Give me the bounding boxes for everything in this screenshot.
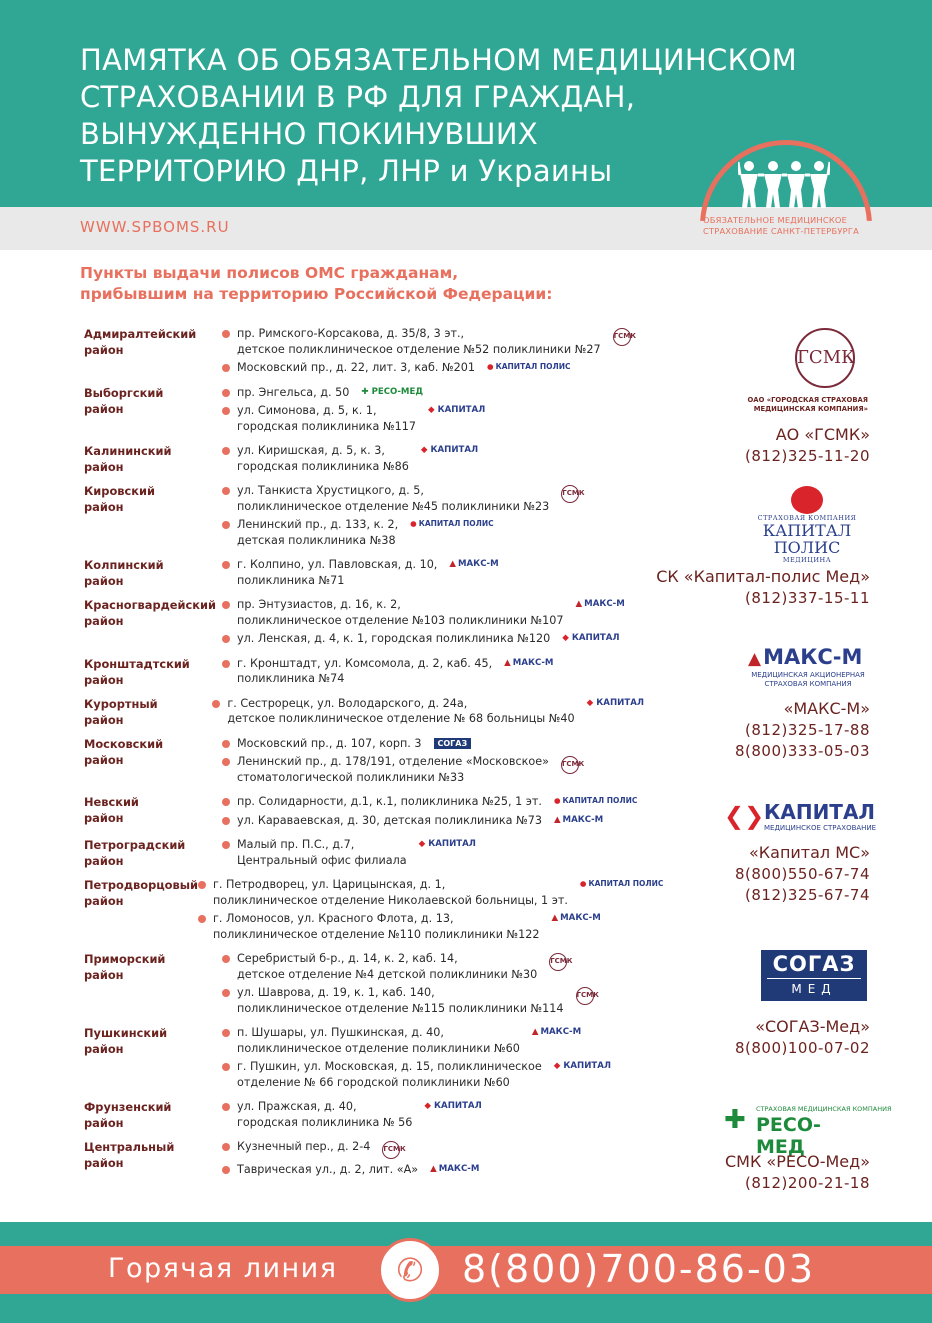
district-points	[222, 951, 644, 1019]
kapital-logo-word: КАПИТАЛ	[764, 800, 876, 824]
district-row	[84, 1025, 644, 1093]
maks-logo-subtitle: МЕДИЦИНСКАЯ АКЦИОНЕРНАЯ	[751, 671, 865, 679]
address-line: Ленинский пр., д. 178/191, отделение «Московское»	[237, 755, 549, 768]
district-name-line: район	[84, 1116, 124, 1130]
insurer-mini-logo: ◆ КАПИТАЛ	[587, 698, 644, 708]
address-line: Центральный офис филиала	[237, 853, 407, 867]
issue-point-address	[237, 736, 422, 752]
company-phone[interactable]: (812)200-21-18	[745, 1174, 870, 1192]
address-line: городская поликлиника №86	[237, 459, 409, 473]
district-points	[222, 557, 644, 591]
district-row	[84, 597, 644, 650]
district-points	[222, 483, 644, 551]
company-reso	[725, 1151, 870, 1194]
district-row	[84, 696, 644, 730]
bullet-dot-icon	[198, 881, 206, 889]
company-phone[interactable]: 8(800)333-05-03	[734, 742, 870, 760]
capital-polis-logo	[745, 486, 869, 564]
website-link[interactable]: WWW.SPBOMS.RU	[80, 218, 230, 236]
insurer-mini-logo: ▲ МАКС-М	[532, 1027, 581, 1037]
address-line: г. Петродворец, ул. Царицынская, д. 1,	[212, 878, 446, 891]
bullet-dot-icon	[222, 989, 230, 997]
bullet-dot-icon	[222, 635, 230, 643]
bullet-dot-icon	[222, 798, 230, 806]
bullet-dot-icon	[222, 1143, 230, 1151]
maks-logo-word: ▲ МАКС-М	[748, 645, 868, 671]
insurer-mini-logo: ◆ КАПИТАЛ	[424, 1101, 481, 1111]
issue-point	[222, 1162, 644, 1178]
district-name-line: район	[84, 968, 124, 982]
district-name-line: Невский	[84, 795, 139, 809]
issue-point	[222, 403, 644, 434]
insurer-mini-logo: ГСМК	[549, 953, 567, 971]
district-name-line: район	[84, 1156, 124, 1170]
issue-point-address	[237, 1059, 542, 1090]
district-name-line: Колпинский	[84, 558, 164, 572]
address-line: поликлиника №71	[237, 573, 345, 587]
address-line: поликлиническое отделение Николаевской больницы, 1 эт.	[212, 893, 568, 907]
insurer-mini-logo: ГСМК	[613, 328, 631, 346]
district-name	[84, 385, 222, 438]
address-line: детское отделение №4 детской поликлиники №30	[237, 967, 538, 981]
bullet-dot-icon	[222, 1063, 230, 1071]
people-logo-icon	[738, 160, 830, 208]
district-points	[222, 1099, 644, 1133]
gsmk-subtitle-line: ОАО «ГОРОДСКАЯ СТРАХОВАЯ	[747, 396, 868, 404]
district-name-line: Петроградский	[84, 838, 186, 852]
company-name: СМК «РЕСО-Мед»	[724, 1152, 870, 1171]
bullet-dot-icon	[198, 915, 206, 923]
hotline-label: Горячая линия	[108, 1253, 338, 1284]
bullet-dot-icon	[222, 758, 230, 766]
hotline-number[interactable]: 8(800)700-86-03	[462, 1247, 816, 1291]
district-row	[84, 736, 644, 789]
logo-caption-line: СТРАХОВАНИЕ САНКТ-ПЕТЕРБУРГА	[703, 226, 859, 236]
insurer-mini-logo: ◆ КАПИТАЛ	[554, 1061, 611, 1071]
bullet-dot-icon	[222, 561, 230, 569]
address-line: ул. Танкиста Хрустицкого, д. 5,	[237, 484, 424, 497]
section-title	[80, 263, 552, 305]
address-line: ул. Шаврова, д. 19, к. 1, каб. 140,	[237, 986, 435, 999]
insurer-mini-logo: ◆ КАПИТАЛ	[421, 445, 478, 455]
district-name-line: Кронштадтский	[84, 656, 190, 671]
bullet-dot-icon	[222, 841, 230, 849]
district-name-line: Курортный	[84, 696, 158, 711]
issue-point	[222, 443, 644, 474]
address-line: поликлиническое отделение №115 поликлиники №114	[237, 1001, 564, 1015]
district-name-line: Кировский	[84, 484, 155, 498]
insurer-mini-logo: СОГАЗ	[434, 738, 472, 749]
address-line: поликлиническое отделение №103 поликлиники №107	[237, 613, 564, 627]
district-row	[84, 326, 644, 379]
issue-point-address	[237, 985, 564, 1016]
issue-point-address	[237, 1025, 520, 1056]
address-line: городская поликлиника № 56	[237, 1115, 413, 1129]
issue-point	[222, 985, 644, 1016]
district-name-line: Адмиралтейский	[84, 327, 197, 341]
district-name-line: Приморский	[84, 952, 166, 966]
district-name-line: Петродворцовый	[84, 878, 198, 892]
bullet-dot-icon	[222, 407, 230, 415]
address-line: отделение № 66 городской поликлиники №60	[237, 1075, 510, 1089]
district-name-line: Центральный	[84, 1140, 175, 1154]
address-line: детское поликлиническое отделение № 68 больницы №40	[227, 712, 575, 725]
address-line: п. Шушары, ул. Пушкинская, д. 40,	[237, 1026, 444, 1039]
district-name-line: район	[84, 574, 124, 588]
insurer-mini-logo: ▲ МАКС-М	[504, 658, 553, 668]
issue-point-address	[237, 403, 416, 434]
hotline-band-bottom	[0, 1294, 932, 1323]
address-line: поликлиническое отделение поликлиники №60	[237, 1041, 520, 1055]
issue-point-address	[237, 360, 475, 376]
district-name-line: район	[84, 712, 124, 727]
title-line: ВЫНУЖДЕННО ПОКИНУВШИХ	[80, 117, 538, 151]
address-line: ул. Караваевская, д. 30, детская поликлиника №73	[237, 813, 542, 827]
district-name	[84, 696, 212, 730]
district-row	[84, 1139, 644, 1181]
district-points	[222, 736, 644, 789]
district-name-line: Московский	[84, 736, 164, 751]
insurer-mini-logo: ◆ КАПИТАЛ	[419, 839, 476, 849]
address-line: поликлиническое отделение №45 поликлиники №23	[237, 499, 550, 513]
insurer-mini-logo: ▲ МАКС-М	[554, 815, 603, 825]
district-name-line: Выборгский	[84, 385, 164, 400]
issue-point-address	[237, 326, 601, 357]
company-gsmk	[745, 424, 870, 467]
district-name-line: Калининский	[84, 444, 172, 458]
issue-point	[222, 1099, 644, 1130]
section-title-line: прибывшим на территорию Российской Федерации:	[80, 285, 553, 303]
address-line: г. Пушкин, ул. Московская, д. 15, поликлиническое	[237, 1060, 542, 1073]
hotline-band-top	[0, 1222, 932, 1246]
insurer-mini-logo: ▲ МАКС-М	[430, 1164, 479, 1174]
issue-point-address	[213, 877, 568, 908]
district-row	[84, 1099, 644, 1133]
title-line: ПАМЯТКА ОБ ОБЯЗАТЕЛЬНОМ МЕДИЦИНСКОМ	[80, 43, 797, 77]
district-row	[84, 483, 644, 551]
address-line: г. Ломоносов, ул. Красного Флота, д. 13,	[212, 912, 454, 925]
address-line: детская поликлиника №38	[237, 533, 396, 547]
district-name	[84, 1025, 222, 1093]
district-name-line: район	[84, 811, 124, 825]
company-name: СК «Капитал-полис Мед»	[656, 567, 870, 586]
address-line: пр. Солидарности, д.1, к.1, поликлиника №25, 1 эт.	[237, 795, 542, 808]
district-name-line: район	[84, 343, 124, 357]
district-name-line: район	[84, 401, 124, 416]
bullet-dot-icon	[222, 521, 230, 529]
reso-logo-word: РЕСО-МЕД	[756, 1114, 821, 1158]
district-name	[84, 483, 222, 551]
insurer-mini-logo: ▲ МАКС-М	[449, 559, 498, 569]
insurer-mini-logo: ● КАПИТАЛ ПОЛИС	[580, 879, 663, 888]
insurer-mini-logo: ◆ КАПИТАЛ	[428, 405, 485, 415]
reso-logo-subtitle: СТРАХОВАЯ МЕДИЦИНСКАЯ КОМПАНИЯ	[756, 1105, 892, 1113]
address-line: Таврическая ул., д. 2, лит. «А»	[237, 1163, 419, 1176]
issue-point-address	[237, 1162, 418, 1178]
district-name-line: район	[84, 672, 124, 687]
bullet-dot-icon	[222, 601, 230, 609]
districts-list	[84, 326, 664, 1187]
company-sogaz	[735, 1016, 870, 1059]
issue-point	[222, 597, 644, 628]
company-name: «СОГАЗ-Мед»	[755, 1017, 870, 1036]
insurer-mini-logo: ✚ РЕСО-МЕД	[361, 387, 423, 397]
issue-point	[222, 631, 644, 647]
district-points	[222, 656, 644, 690]
issue-point	[222, 837, 644, 868]
issue-point-address	[237, 517, 398, 548]
company-phone[interactable]: (812)325-67-74	[745, 886, 870, 904]
address-line: Московский пр., д. 22, лит. 3, каб. №201	[237, 361, 476, 374]
issue-point	[222, 951, 644, 982]
district-name-line: район	[84, 752, 124, 767]
issue-point-address	[237, 656, 492, 687]
district-points	[222, 597, 644, 650]
district-name	[84, 443, 222, 477]
district-points	[212, 696, 644, 730]
bullet-dot-icon	[222, 660, 230, 668]
issue-point-address	[237, 1099, 412, 1130]
district-row	[84, 877, 664, 945]
bullet-dot-icon	[222, 1166, 230, 1174]
issue-point	[222, 483, 644, 514]
sogaz-logo-subtitle: МЕД	[791, 982, 837, 996]
issue-point	[222, 813, 644, 829]
district-points	[222, 326, 644, 379]
company-maks	[735, 698, 870, 762]
section-title-line: Пункты выдачи полисов ОМС гражданам,	[80, 264, 459, 282]
issue-point-address	[237, 557, 437, 588]
sogaz-logo-word: СОГАЗ	[767, 950, 861, 979]
issue-point-address	[237, 443, 409, 474]
district-row	[84, 951, 644, 1019]
maks-logo-subtitle: СТРАХОВАЯ КОМПАНИЯ	[764, 680, 852, 688]
issue-point-address	[237, 951, 537, 982]
reso-cross-icon: ✚	[724, 1105, 746, 1135]
district-name-line: район	[84, 614, 124, 628]
insurer-mini-logo: ● КАПИТАЛ ПОЛИС	[410, 519, 493, 528]
insurer-mini-logo: ГСМК	[382, 1141, 400, 1159]
insurer-mini-logo: ГСМК	[561, 756, 579, 774]
sogaz-logo	[761, 950, 867, 1001]
issue-point-address	[237, 631, 550, 647]
phone-handset-icon: ✆	[378, 1238, 442, 1302]
address-line: пр. Энтузиастов, д. 16, к. 2,	[237, 598, 401, 611]
district-name-line: Пушкинский	[84, 1026, 168, 1040]
address-line: поликлиническое отделение №110 поликлиники №122	[212, 927, 540, 941]
district-points	[222, 385, 644, 438]
issue-point	[222, 1059, 644, 1090]
company-phone[interactable]: (812)337-15-11	[745, 589, 870, 607]
title-line: СТРАХОВАНИИ В РФ ДЛЯ ГРАЖДАН,	[80, 80, 636, 114]
issue-point	[198, 911, 663, 942]
district-name-line: район	[84, 500, 124, 514]
issue-point-address	[237, 794, 542, 810]
district-name-line: Фрунзенский	[84, 1100, 172, 1114]
issue-point-address	[237, 483, 549, 514]
district-row	[84, 557, 644, 591]
issue-point	[198, 877, 663, 908]
company-phone[interactable]: 8(800)100-07-02	[734, 1039, 870, 1057]
insurer-mini-logo: ● КАПИТАЛ ПОЛИС	[554, 796, 637, 805]
district-points	[222, 837, 644, 871]
district-points	[222, 794, 644, 831]
district-points	[222, 1139, 644, 1181]
issue-point	[222, 754, 644, 785]
district-name-line: Красногвардейский	[84, 598, 216, 612]
issue-point	[222, 385, 644, 401]
address-line: стоматологической поликлиники №33	[237, 770, 465, 784]
address-line: г. Сестрорецк, ул. Володарского, д. 24а,	[227, 696, 468, 710]
insurer-mini-logo: ГСМК	[561, 485, 579, 503]
address-line: ул. Ленская, д. 4, к. 1, городская поликлиника №120	[237, 632, 551, 645]
bullet-dot-icon	[222, 955, 230, 963]
address-line: поликлиника №74	[237, 672, 345, 685]
address-line: ул. Пражская, д. 40,	[237, 1100, 357, 1113]
address-line: ул. Симонова, д. 5, к. 1,	[237, 404, 377, 417]
company-name: «Капитал МС»	[748, 843, 870, 862]
district-name	[84, 1139, 222, 1181]
address-line: Малый пр. П.С., д.7,	[237, 838, 355, 851]
district-row	[84, 656, 644, 690]
issue-point-address	[237, 813, 542, 829]
address-line: городская поликлиника №117	[237, 419, 416, 433]
gsmk-logo-subtitle	[740, 396, 868, 414]
logo-caption-line: ОБЯЗАТЕЛЬНОЕ МЕДИЦИНСКОЕ	[703, 215, 848, 225]
district-name	[84, 837, 222, 871]
issue-point-address	[237, 754, 549, 785]
bullet-dot-icon	[222, 364, 230, 372]
district-name	[84, 656, 222, 690]
insurer-mini-logo: ◆ КАПИТАЛ	[562, 633, 619, 643]
bullet-dot-icon	[222, 389, 230, 397]
issue-point	[222, 1025, 644, 1056]
district-name-line: район	[84, 894, 124, 908]
issue-point-address	[237, 385, 349, 401]
issue-point-address	[227, 696, 574, 727]
issue-point	[222, 794, 644, 810]
district-row	[84, 794, 644, 831]
issue-point-address	[237, 597, 564, 628]
district-name-line: район	[84, 460, 124, 474]
address-line: г. Кронштадт, ул. Комсомола, д. 2, каб. 45,	[237, 656, 493, 670]
oms-logo-caption	[703, 215, 873, 237]
issue-point	[222, 326, 644, 357]
district-name	[84, 326, 222, 379]
capital-polis-logo-word: ПОЛИС	[773, 538, 841, 557]
issue-point	[222, 656, 644, 687]
issue-point	[222, 557, 644, 588]
insurer-mini-logo: ▲ МАКС-М	[576, 599, 625, 609]
district-points	[222, 1025, 644, 1093]
address-line: пр. Энгельса, д. 50	[237, 385, 350, 399]
address-line: ул. Киришская, д. 5, к. 3,	[237, 444, 385, 457]
district-row	[84, 837, 644, 871]
issue-point-address	[237, 1139, 370, 1155]
capital-polis-logo-word: КАПИТАЛ	[762, 521, 852, 540]
address-line: г. Колпино, ул. Павловская, д. 10,	[237, 558, 438, 571]
address-line: Ленинский пр., д. 133, к. 2,	[237, 518, 399, 531]
district-name-line: район	[84, 854, 124, 868]
issue-point-address	[213, 911, 540, 942]
issue-point	[222, 360, 644, 376]
address-line: Кузнечный пер., д. 2-4	[237, 1140, 371, 1153]
company-kapital-ms	[735, 842, 870, 906]
capital-polis-emblem-icon	[791, 486, 823, 514]
company-phone[interactable]: (812)325-11-20	[745, 447, 870, 465]
issue-point	[222, 1139, 644, 1159]
district-name	[84, 1099, 222, 1133]
title-line: ТЕРРИТОРИЮ ДНР, ЛНР и Украины	[80, 154, 613, 188]
kapital-logo-subtitle: МЕДИЦИНСКОЕ СТРАХОВАНИЕ	[764, 824, 877, 832]
district-name	[84, 557, 222, 591]
bullet-dot-icon	[222, 487, 230, 495]
bullet-dot-icon	[222, 1029, 230, 1037]
issue-point-address	[237, 837, 407, 868]
bullet-dot-icon	[222, 740, 230, 748]
gsmk-logo: ГСМК	[795, 328, 855, 388]
company-name: АО «ГСМК»	[775, 425, 870, 444]
district-name	[84, 736, 222, 789]
bullet-dot-icon	[212, 700, 220, 708]
capital-polis-logo-top: СТРАХОВАЯ КОМПАНИЯ	[757, 514, 857, 522]
issue-point	[222, 736, 644, 752]
insurer-mini-logo: ГСМК	[576, 987, 594, 1005]
district-points	[198, 877, 663, 945]
company-name: «МАКС-М»	[783, 699, 870, 718]
district-name	[84, 951, 222, 1019]
district-name	[84, 597, 222, 650]
maks-logo	[748, 645, 868, 689]
company-capital-polis	[656, 566, 870, 609]
district-row	[84, 385, 644, 438]
address-line: детское поликлиническое отделение №52 поликлиники №27	[237, 342, 601, 356]
bullet-dot-icon	[222, 330, 230, 338]
bullet-dot-icon	[222, 1103, 230, 1111]
address-line: Московский пр., д. 107, корп. 3	[237, 736, 422, 750]
district-points	[222, 443, 644, 477]
insurer-mini-logo: ▲ МАКС-М	[552, 913, 601, 923]
bullet-dot-icon	[222, 447, 230, 455]
company-phone[interactable]: 8(800)550-67-74	[734, 865, 870, 883]
kapital-chevron-icon: ❮❯	[724, 802, 765, 830]
issue-point	[222, 517, 644, 548]
district-row	[84, 443, 644, 477]
bullet-dot-icon	[222, 817, 230, 825]
address-line: Серебристый б-р., д. 14, к. 2, каб. 14,	[237, 952, 458, 965]
address-line: пр. Римского-Корсакова, д. 35/8, 3 эт.,	[237, 327, 465, 340]
insurer-mini-logo: ● КАПИТАЛ ПОЛИС	[487, 362, 570, 371]
district-name-line: район	[84, 1042, 124, 1056]
issue-point	[212, 696, 644, 727]
district-name	[84, 877, 198, 945]
gsmk-subtitle-line: МЕДИЦИНСКАЯ КОМПАНИЯ»	[753, 405, 868, 413]
capital-polis-logo-bottom: МЕДИЦИНА	[782, 556, 832, 564]
company-phone[interactable]: (812)325-17-88	[745, 721, 870, 739]
district-name	[84, 794, 222, 831]
